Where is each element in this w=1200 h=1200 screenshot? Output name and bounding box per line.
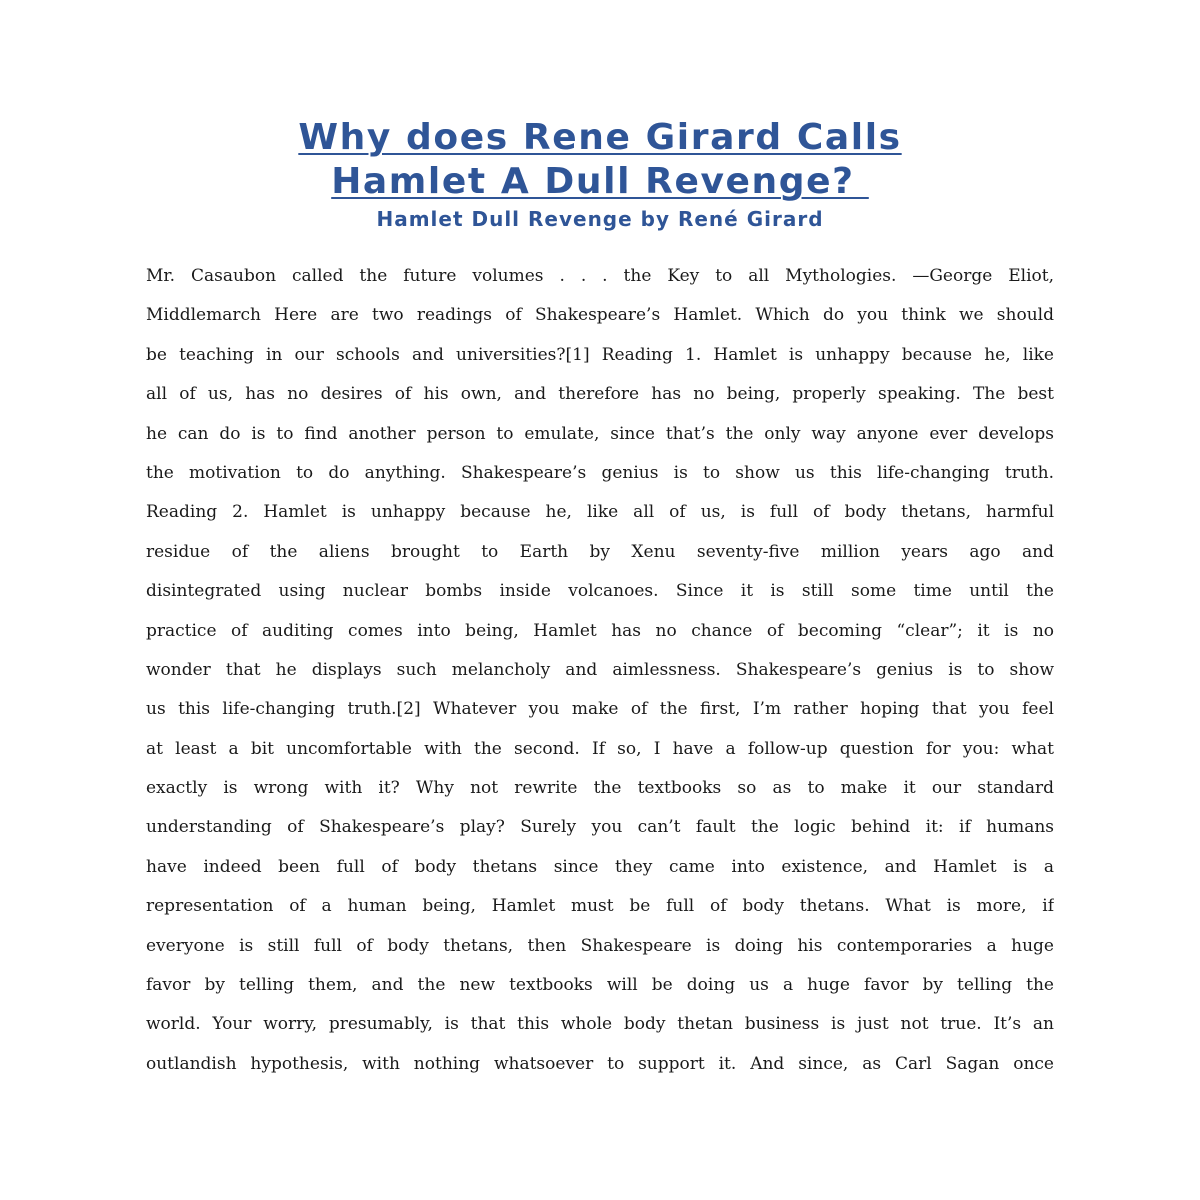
body-line: residue of the aliens brought to Earth by Xenu seventy-five million years ago and — [146, 541, 1054, 562]
body-line: at least a bit uncomfortable with the second. If so, I have a follow-up question for you: what — [146, 738, 1054, 759]
body-line: world. Your worry, presumably, is that this whole body thetan business is just not true. It’s an — [146, 1014, 1054, 1035]
body-line: practice of auditing comes into being, Hamlet has no chance of becoming “clear”; it is no — [146, 620, 1054, 641]
body-line: all of us, has no desires of his own, and therefore has no being, properly speaking. The best — [146, 384, 1054, 405]
body-line: Middlemarch Here are two readings of Shakespeare’s Hamlet. Which do you think we should — [146, 305, 1054, 326]
document-title — [100, 116, 1100, 204]
title-line-2: Hamlet A Dull Revenge? — [331, 161, 869, 202]
body-line: disintegrated using nuclear bombs inside volcanoes. Since it is still some time until the — [146, 581, 1054, 602]
body-paragraph — [146, 257, 1054, 1084]
body-line: us this life-changing truth.[2] Whatever you make of the first, I’m rather hoping that you feel — [146, 699, 1054, 720]
body-line: he can do is to find another person to emulate, since that’s the only way anyone ever develops — [146, 423, 1054, 444]
body-line: everyone is still full of body thetans, then Shakespeare is doing his contemporaries a huge — [146, 935, 1054, 956]
title-line-1: Why does Rene Girard Calls — [298, 117, 902, 158]
body-line: outlandish hypothesis, with nothing whatsoever to support it. And since, as Carl Sagan once — [146, 1053, 1054, 1074]
body-line: Mr. Casaubon called the future volumes . . . the Key to all Mythologies. —George Eliot, — [146, 266, 1054, 286]
body-line: have indeed been full of body thetans since they came into existence, and Hamlet is a — [146, 856, 1054, 877]
body-line: understanding of Shakespeare’s play? Surely you can’t fault the logic behind it: if humans — [146, 817, 1054, 838]
body-line: exactly is wrong with it? Why not rewrite the textbooks so as to make it our standard — [146, 778, 1054, 799]
body-line: wonder that he displays such melancholy and aimlessness. Shakespeare’s genius is to show — [146, 659, 1054, 680]
body-line: be teaching in our schools and universities?[1] Reading 1. Hamlet is unhappy because he, like — [146, 344, 1054, 365]
document-subtitle: Hamlet Dull Revenge by René Girard — [376, 207, 824, 231]
body-line: the motivation to do anything. Shakespeare’s genius is to show us this life-changing truth. — [146, 462, 1054, 483]
body-line: favor by telling them, and the new textbooks will be doing us a huge favor by telling the — [146, 975, 1054, 996]
body-line: representation of a human being, Hamlet must be full of body thetans. What is more, if — [146, 896, 1054, 917]
body-line: Reading 2. Hamlet is unhappy because he, like all of us, is full of body thetans, harmful — [146, 502, 1054, 523]
